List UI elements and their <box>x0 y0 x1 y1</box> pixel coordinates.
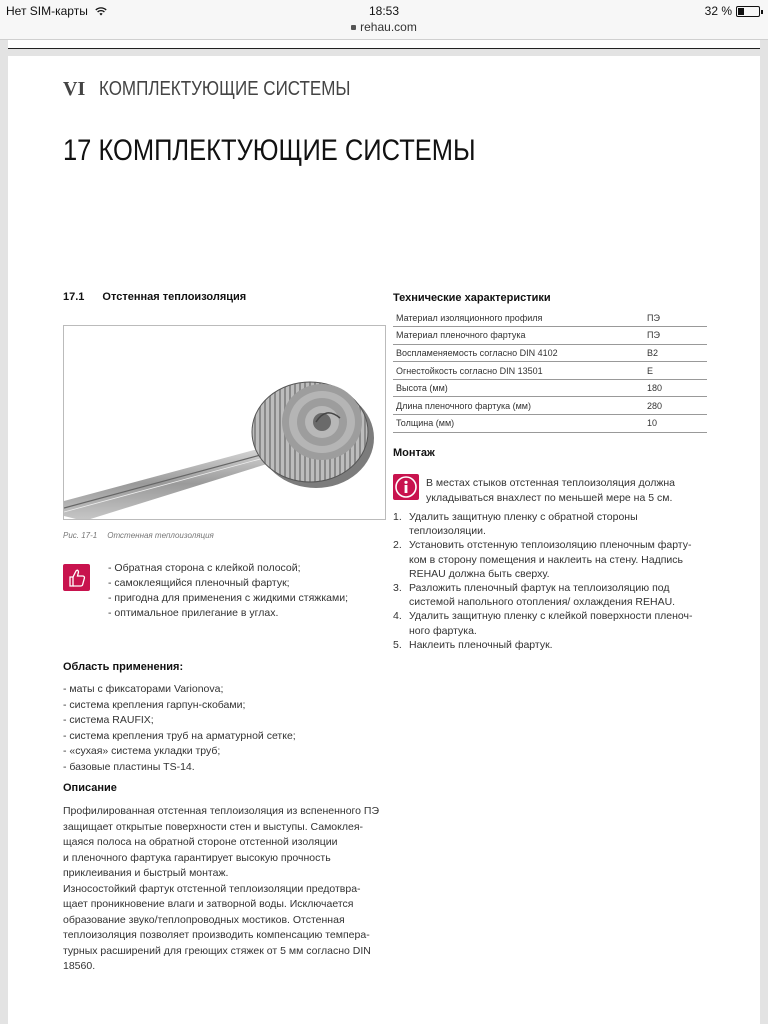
spec-label: Материал изоляционного профиля <box>393 309 647 327</box>
mounting-note <box>426 476 711 506</box>
spec-row <box>393 362 707 380</box>
application-item: - система крепления гарпун-скобами; <box>63 698 246 711</box>
description-line: турных расширений для греющих стяжек от 5 мм согласно DIN <box>63 944 371 957</box>
url-text[interactable]: rehau.com <box>360 20 417 34</box>
step-line: системой напольного отопления/ охлаждения REHAU. <box>409 596 676 609</box>
step-number: 3. <box>393 582 402 595</box>
mounting-step <box>393 538 713 581</box>
spec-label: Материал пленочного фартука <box>393 327 647 345</box>
step-number: 5. <box>393 638 402 651</box>
mounting-note-line: В местах стыков отстенная теплоизоляция должна <box>426 477 675 489</box>
step-line: Разложить пленочный фартук на теплоизоляцию под <box>409 582 670 595</box>
features-list <box>108 561 348 621</box>
spec-row <box>393 415 707 433</box>
subsection-title: Отстенная теплоизоляция <box>102 291 247 303</box>
mounting-step <box>393 581 713 609</box>
previous-page-edge <box>8 40 760 49</box>
description-line: щаяся полоса на обратной стороне отстенной изоляции <box>63 836 338 848</box>
address-bar[interactable] <box>0 20 768 40</box>
figure-caption-number: Рис. 17-1 <box>63 531 98 540</box>
spec-row <box>393 397 707 415</box>
application-item: - маты с фиксаторами Varionova; <box>63 683 224 695</box>
mounting-step <box>393 609 713 637</box>
battery-label: 32 % <box>704 4 732 18</box>
step-line: Удалить защитную пленку с клейкой поверхности пленоч- <box>409 610 693 623</box>
step-line: теплоизоляции. <box>409 525 486 538</box>
step-text <box>409 609 693 637</box>
carrier-label: Нет SIM-карты <box>6 4 88 18</box>
step-line: REHAU должна быть сверху. <box>409 567 550 580</box>
thumbs-up-icon <box>63 564 90 591</box>
chapter-title: 17 КОМПЛЕКТУЮЩИЕ СИСТЕМЫ <box>63 134 476 167</box>
spec-value: ПЭ <box>647 327 707 345</box>
spec-value: 280 <box>647 397 707 415</box>
description-line: приклеивания и быстрый монтаж. <box>63 867 229 879</box>
spec-label: Высота (мм) <box>393 379 647 397</box>
feature-item: - самоклеящийся пленочный фартук; <box>108 577 290 589</box>
spec-value: ПЭ <box>647 309 707 327</box>
spec-label: Огнестойкость согласно DIN 13501 <box>393 362 647 380</box>
spec-row <box>393 379 707 397</box>
step-line: Удалить защитную пленку с обратной стороны <box>409 511 638 523</box>
step-text <box>409 638 553 652</box>
mounting-step <box>393 638 713 652</box>
step-line: Установить отстенную теплоизоляцию пленочным фарту- <box>409 539 692 552</box>
product-figure <box>63 325 386 520</box>
document-page <box>8 56 760 1024</box>
feature-item: - пригодна для применения с жидкими стяжками; <box>108 592 348 604</box>
status-bar <box>0 0 768 20</box>
description-text <box>63 804 383 975</box>
feature-item: - оптимальное прилегание в углах. <box>108 607 279 619</box>
description-line: защищает открытые поверхности стен и выступы. Самоклея- <box>63 820 363 833</box>
spec-row <box>393 327 707 345</box>
clock: 18:53 <box>368 4 400 18</box>
description-line: щает проникновение влаги и затворной воды. Исключается <box>63 898 354 910</box>
section-roman-numeral: VI <box>63 78 86 100</box>
description-heading: Описание <box>63 782 117 794</box>
step-line: ком в сторону помещения и наклеить на стену. Надпись <box>409 553 683 566</box>
lock-icon <box>351 25 356 30</box>
description-line: и пленочного фартука гарантирует высокую прочность <box>63 851 331 864</box>
insulation-roll-illustration <box>64 326 386 520</box>
description-line: Износостойкий фартук отстенной теплоизоляции предотвра- <box>63 882 361 895</box>
application-item: - система RAUFIX; <box>63 714 154 726</box>
spec-row <box>393 309 707 327</box>
step-number: 4. <box>393 610 402 623</box>
figure-caption <box>63 531 214 540</box>
step-number: 1. <box>393 511 402 523</box>
mounting-steps <box>393 510 713 652</box>
spec-value: 180 <box>647 379 707 397</box>
section-title: КОМПЛЕКТУЮЩИЕ СИСТЕМЫ <box>99 78 351 100</box>
battery-icon <box>736 6 760 17</box>
mounting-note-line: укладываться внахлест по меньшей мере на 5 см. <box>426 492 673 504</box>
description-line: образование звуко/теплопроводных мостиков. Отстенная <box>63 913 345 926</box>
info-icon <box>393 474 419 500</box>
spec-row <box>393 344 707 362</box>
description-line: 18560. <box>63 960 96 972</box>
application-item: - «сухая» система укладки труб; <box>63 745 221 757</box>
application-item: - базовые пластины TS-14. <box>63 760 195 773</box>
battery-status <box>705 4 760 18</box>
figure-caption-text: Отстенная теплоизоляция <box>107 531 214 540</box>
feature-item: - Обратная сторона с клейкой полосой; <box>108 562 301 574</box>
specs-table <box>393 309 707 433</box>
mounting-heading: Монтаж <box>393 447 435 459</box>
spec-value: B2 <box>647 344 707 362</box>
subsection-heading <box>63 291 246 303</box>
applications-heading: Область применения: <box>63 661 184 673</box>
step-line: Наклеить пленочный фартук. <box>409 638 553 651</box>
spec-value: 10 <box>647 415 707 433</box>
applications-list <box>63 682 296 775</box>
step-number: 2. <box>393 539 402 552</box>
step-text <box>409 538 691 581</box>
subsection-number: 17.1 <box>63 291 85 303</box>
step-line: ного фартука. <box>409 624 477 637</box>
application-item: - система крепления труб на арматурной сетке; <box>63 729 296 742</box>
step-text <box>409 510 638 538</box>
description-line: теплоизоляция позволяет производить компенсацию темпера- <box>63 929 370 941</box>
spec-label: Длина пленочного фартука (мм) <box>393 397 647 415</box>
specs-heading: Технические характеристики <box>393 292 551 304</box>
step-text <box>409 581 675 609</box>
spec-label: Толщина (мм) <box>393 415 647 433</box>
spec-value: E <box>647 362 707 380</box>
description-line: Профилированная отстенная теплоизоляция из вспененного ПЭ <box>63 805 379 817</box>
mounting-step <box>393 510 713 538</box>
section-header <box>63 78 395 101</box>
spec-label: Воспламеняемость согласно DIN 4102 <box>393 344 647 362</box>
